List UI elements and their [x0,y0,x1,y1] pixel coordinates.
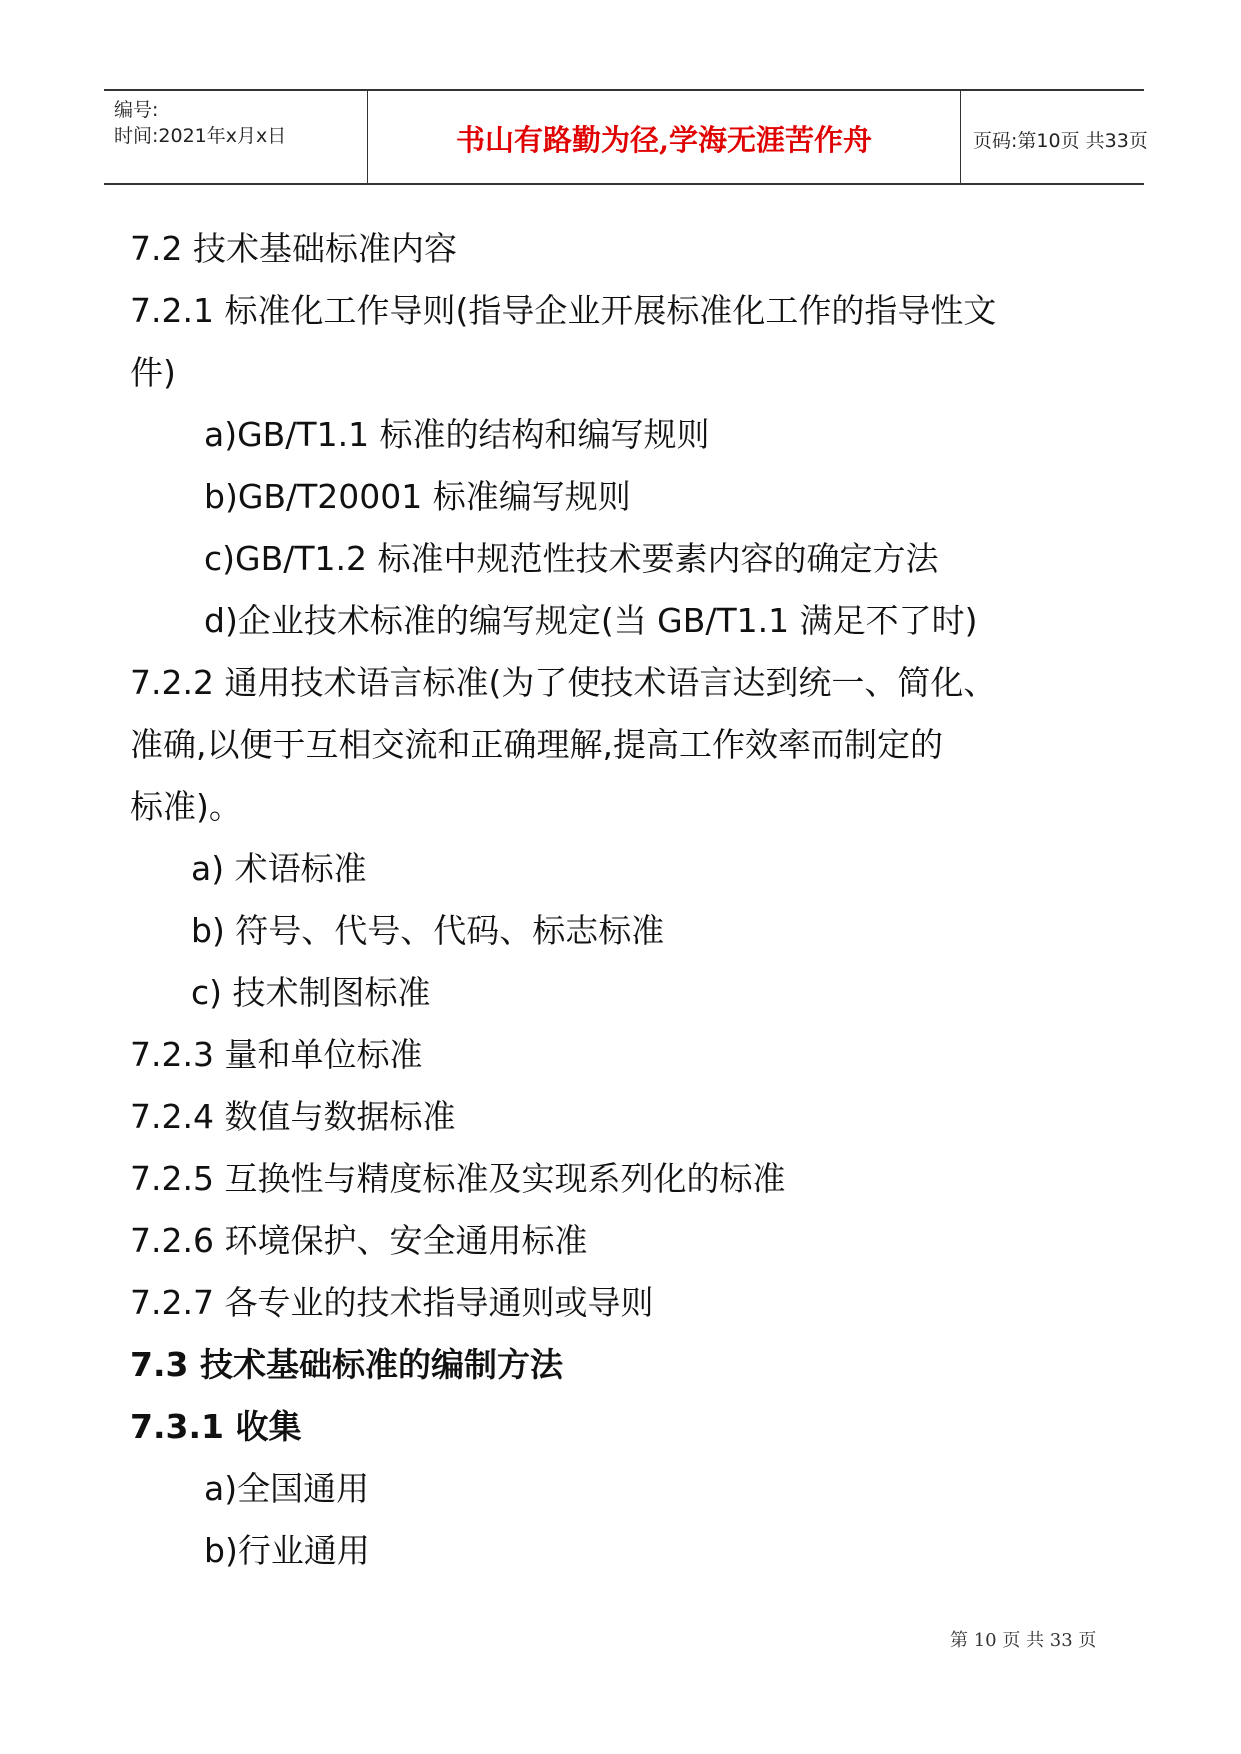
list-item: b)行业通用 [204,1531,370,1570]
section-7-2-6: 7.2.6 环境保护、安全通用标准 [130,1221,588,1260]
list-item: a)GB/T1.1 标准的结构和编写规则 [204,415,710,454]
header-left-cell [104,91,368,183]
list-item: b)GB/T20001 标准编写规则 [204,477,631,516]
section-7-2-5: 7.2.5 互换性与精度标准及实现系列化的标准 [130,1159,786,1198]
document-time-label: 时间:2021年x月x日 [114,125,287,147]
section-heading-7-2: 7.2 技术基础标准内容 [130,229,457,268]
page-header [104,89,1148,185]
section-7-2-1-continued: 件) [130,353,176,392]
list-item: d)企业技术标准的编写规定(当 GB/T1.1 满足不了时) [204,601,978,640]
list-item: c) 技术制图标准 [191,973,431,1012]
section-7-2-3: 7.2.3 量和单位标准 [130,1035,423,1074]
section-7-2-2-continued: 标准)。 [130,787,242,826]
section-7-2-7: 7.2.7 各专业的技术指导通则或导则 [130,1283,654,1322]
document-number-label: 编号: [114,99,159,121]
section-7-2-4: 7.2.4 数值与数据标准 [130,1097,456,1136]
section-7-2-2-continued: 准确,以便于互相交流和正确理解,提高工作效率而制定的 [130,725,943,764]
page-footer: 第 10 页 共 33 页 [950,1630,1097,1651]
list-item: b) 符号、代号、代码、标志标准 [191,911,665,950]
header-motto: 书山有路勤为径,学海无涯苦作舟 [455,123,873,157]
header-right-cell [961,91,1148,183]
list-item: a)全国通用 [204,1469,370,1508]
list-item: a) 术语标准 [191,849,367,888]
section-heading-7-3-1: 7.3.1 收集 [130,1407,302,1446]
header-page-code: 页码:第10页 共33页 [973,130,1148,152]
section-7-2-2: 7.2.2 通用技术语言标准(为了使技术语言达到统一、简化、 [130,663,997,702]
list-item: c)GB/T1.2 标准中规范性技术要素内容的确定方法 [204,539,939,578]
header-motto-cell [368,91,961,183]
section-7-2-1: 7.2.1 标准化工作导则(指导企业开展标准化工作的指导性文 [130,291,997,330]
section-heading-7-3: 7.3 技术基础标准的编制方法 [130,1345,563,1384]
